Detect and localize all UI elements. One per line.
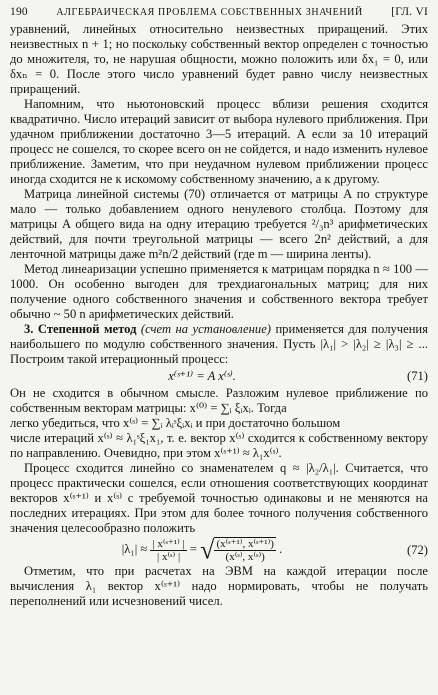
- paragraph-4: Метод линеаризации успешно применяется к матрицам порядка n ≈ 100 — 1000. Он особенно выгоден для трехдиагональных матриц; для них получение одного собственного значения и собственного вектора требует обычно ~ 50 n арифметических действий.: [10, 262, 428, 321]
- running-header: [10, 6, 428, 18]
- equation-72-norm-denominator: | x⁽ˢ⁾ |: [157, 550, 181, 563]
- paragraph-final: Отметим, что при расчетах на ЭВМ на каждой итерации после вычисления λ₁ вектор x⁽ˢ⁺¹⁾ надо нормировать, чтобы не получать переполнений или исчезновений чисел.: [10, 564, 428, 608]
- running-title: АЛГЕБРАИЧЕСКАЯ ПРОБЛЕМА СОБСТВЕННЫХ ЗНАЧЕНИЙ: [56, 7, 363, 18]
- paragraph-expansion-a: Он не сходится в обычном смысле. Разложим нулевое приближение по собственным векторам матрицы: x⁽⁰⁾ = ∑ᵢ ξᵢxᵢ. Тогда: [10, 386, 428, 415]
- equation-72-sqrt: [200, 537, 276, 563]
- equation-71: [10, 368, 428, 385]
- section-3-paragraph: [10, 322, 428, 367]
- equation-72-norm-fraction: [150, 538, 186, 563]
- section-title: Степенной метод: [37, 322, 137, 336]
- paragraph-expansion-c: числе итераций x⁽ˢ⁾ ≈ λ₁ˢξ₁x₁, т. е. вектор x⁽ˢ⁾ сходится к собственному вектору по направлению. Очевидно, при этом x⁽ˢ⁺¹⁾ ≈ λ₁x⁽ˢ⁾.: [10, 431, 428, 460]
- paragraph-convergence: Процесс сходится линейно со знаменателем q ≈ |λ₂/λ₁|. Считается, что процесс практически сошелся, если отношения соответствующих координат векторов x⁽ˢ⁺¹⁾ и x⁽ˢ⁾ с требуемой точностью одинаковы и не меняются на последних итерациях. При этом для более точного получения собственного значения целесообразно положить: [10, 461, 428, 535]
- radical-sign-icon: √: [200, 535, 215, 565]
- equation-72-scalar-fraction: [214, 538, 276, 563]
- equation-72-lhs: |λ₁| ≈: [121, 541, 148, 556]
- paragraph-2: Напомним, что ньютоновский процесс вблизи решения сходится квадратично. Число итераций зависит от выбора нулевого приближения. При удачном приближении достаточно 3—5 итераций. А если за 10 итераций процесс не сошелся, то скорее всего он не сойдется, и надо изменить нулевое приближение. Заметим, что при неудачном нулевом приближении процесс иногда сходится не к искомому собственному значению, а к другому.: [10, 97, 428, 186]
- equation-71-formula: x⁽ˢ⁺¹⁾ = A x⁽ˢ⁾.: [168, 369, 236, 383]
- equation-72-number: (72): [407, 542, 428, 557]
- section-alias: (счет на установление): [140, 322, 271, 336]
- page-number: 190: [10, 6, 28, 18]
- paragraph-1: уравнений, линейных относительно неизвестных приращений. Этих неизвестных n + 1; но поскольку собственный вектор определен с точностью до множителя, то, не нарушая общности, можно положить или δx₁ = 0, или δxₙ = 0. После этого число уравнений будет равно числу неизвестных приращений.: [10, 22, 428, 96]
- section-text: применяется для получения наибольшего по модулю собственного значения. Пусть |λ₁| > |λ₂| ≥ |λ₃| ≥ ... Построим такой итерационный процесс:: [10, 322, 428, 366]
- equation-72-equals: =: [189, 541, 197, 556]
- equation-72: [10, 537, 428, 563]
- chapter-label: [ГЛ. VI: [391, 6, 428, 18]
- equation-71-number: (71): [407, 369, 428, 383]
- body-text: [10, 22, 428, 609]
- equation-72-scalar-numerator: (x⁽ˢ⁺¹⁾, x⁽ˢ⁺¹⁾): [216, 538, 274, 550]
- equation-72-scalar-denominator: (x⁽ˢ⁾, x⁽ˢ⁾): [225, 551, 265, 563]
- paragraph-expansion-b: легко убедиться, что x⁽ˢ⁾ = ∑ᵢ λᵢˢξᵢxᵢ и при достаточно большом: [10, 416, 341, 430]
- paragraph-3: Матрица линейной системы (70) отличается от матрицы A по структуре мало — только добавлением одного ненулевого столбца. Поэтому для матрицы A общего вида на одну итерацию требуется ²/₃n³ арифметических действий, для почти треугольной матрицы — всего 2n² действий, а для ленточной матрицы даже m²n/2 действий (где m — ширина ленты).: [10, 187, 428, 261]
- section-number: 3.: [24, 322, 34, 336]
- equation-72-tail: .: [279, 541, 283, 556]
- equation-72-norm-numerator: | x⁽ˢ⁺¹⁾ |: [152, 537, 185, 550]
